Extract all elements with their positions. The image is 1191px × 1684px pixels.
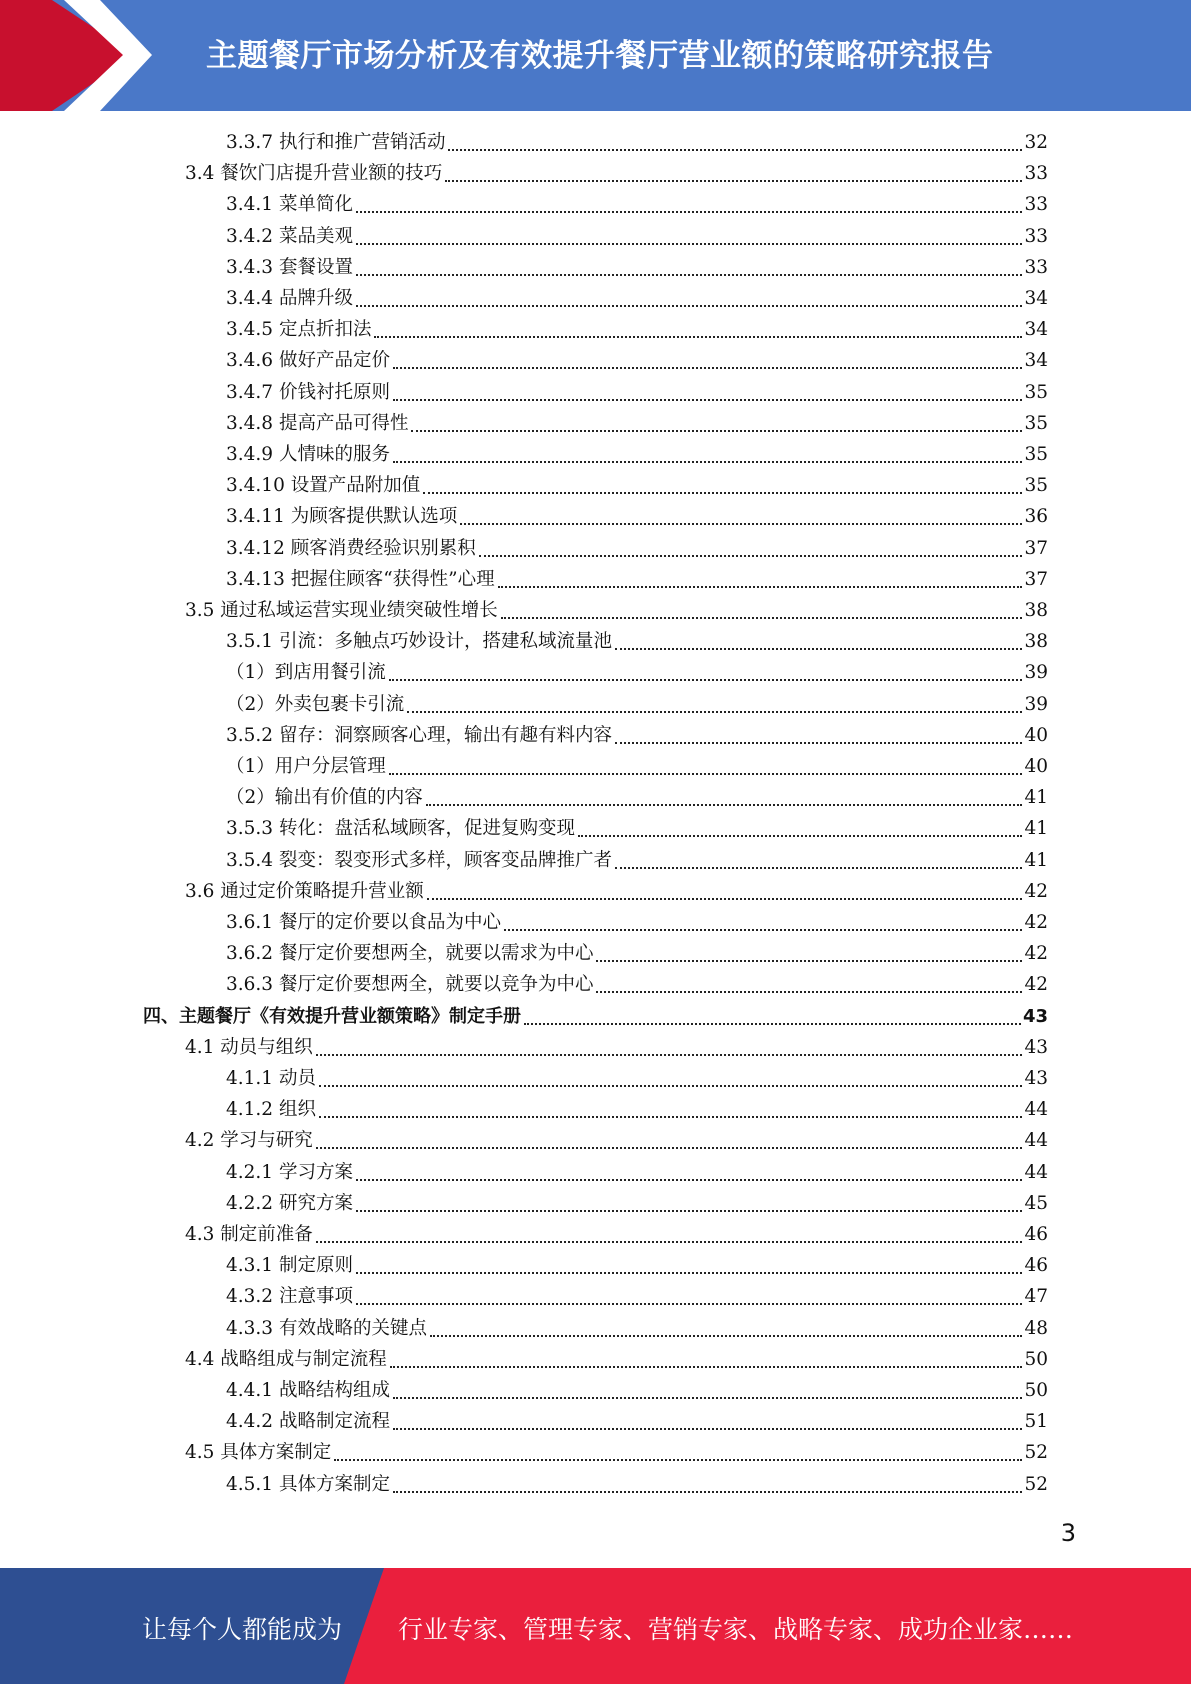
toc-entry-label: 4.3.3 有效战略的关键点 bbox=[226, 1317, 427, 1339]
toc-entry-page: 41 bbox=[1024, 818, 1048, 840]
toc-entry-label: 4.3.2 注意事项 bbox=[226, 1286, 353, 1308]
toc-entry-label: 3.6 通过定价策略提升营业额 bbox=[185, 880, 424, 902]
toc-entry[interactable] bbox=[226, 1407, 1048, 1437]
toc-leader-dots bbox=[389, 773, 1023, 775]
toc-entry[interactable] bbox=[185, 596, 1048, 626]
toc-entry-label: 3.4.6 做好产品定价 bbox=[226, 350, 390, 372]
toc-leader-dots bbox=[448, 149, 1022, 151]
toc-entry-page: 34 bbox=[1024, 288, 1048, 309]
toc-entry-page: 35 bbox=[1024, 381, 1048, 403]
toc-entry-label: 3.4.1 菜单简化 bbox=[226, 194, 353, 216]
toc-entry-page: 44 bbox=[1024, 1130, 1048, 1152]
toc-entry-label: 4.4.1 战略结构组成 bbox=[226, 1380, 390, 1401]
toc-entry[interactable] bbox=[226, 814, 1048, 844]
toc-leader-dots bbox=[356, 1272, 1023, 1274]
page-number: 3 bbox=[1060, 1519, 1076, 1547]
toc-entry[interactable] bbox=[226, 253, 1048, 283]
toc-entry-label: 3.5 通过私域运营实现业绩突破性增长 bbox=[185, 600, 498, 621]
toc-entry-page: 35 bbox=[1024, 412, 1048, 434]
toc-entry-label: 3.3.7 执行和推广营销活动 bbox=[226, 132, 446, 153]
toc-entry-page: 41 bbox=[1024, 849, 1048, 871]
toc-entry-page: 42 bbox=[1024, 943, 1048, 965]
toc-entry-page: 45 bbox=[1024, 1192, 1048, 1214]
toc-entry-page: 41 bbox=[1024, 787, 1048, 809]
toc-entry-label: （2）外卖包裹卡引流 bbox=[226, 693, 405, 715]
toc-leader-dots bbox=[316, 1054, 1023, 1056]
toc-entry[interactable] bbox=[226, 1064, 1048, 1094]
toc-entry-page: 33 bbox=[1024, 194, 1048, 216]
toc-leader-dots bbox=[498, 586, 1023, 588]
footer-slogan-right: 行业专家、管理专家、营销专家、战略专家、成功企业家…… bbox=[398, 1615, 1074, 1644]
toc-entry-label: 4.3.1 制定原则 bbox=[226, 1255, 353, 1277]
toc-leader-dots bbox=[356, 243, 1023, 245]
toc-leader-dots bbox=[411, 430, 1022, 432]
toc-entry[interactable] bbox=[226, 471, 1048, 501]
toc-entry[interactable] bbox=[226, 846, 1048, 876]
toc-leader-dots bbox=[393, 1397, 1022, 1399]
toc-leader-dots bbox=[356, 1179, 1023, 1181]
toc-leader-dots bbox=[393, 1491, 1022, 1493]
toc-entry-page: 36 bbox=[1024, 506, 1048, 528]
toc-entry-label: 3.4.11 为顾客提供默认选项 bbox=[226, 506, 458, 528]
toc-entry[interactable] bbox=[226, 1158, 1048, 1188]
toc-entry-page: 35 bbox=[1024, 444, 1048, 465]
toc-leader-dots bbox=[356, 305, 1023, 307]
toc-entry[interactable] bbox=[226, 1470, 1048, 1500]
toc-entry[interactable] bbox=[226, 565, 1048, 595]
toc-leader-dots bbox=[445, 180, 1022, 182]
toc-entry[interactable] bbox=[226, 1282, 1048, 1312]
toc-entry-page: 51 bbox=[1024, 1411, 1048, 1433]
toc-entry-page: 33 bbox=[1024, 225, 1048, 247]
toc-leader-dots bbox=[356, 1210, 1023, 1212]
toc-entry-label: 4.1.2 组织 bbox=[226, 1099, 316, 1121]
toc-entry[interactable] bbox=[226, 1095, 1048, 1125]
toc-entry-page: 43 bbox=[1022, 1005, 1048, 1027]
toc-entry-page: 33 bbox=[1024, 163, 1048, 185]
toc-leader-dots bbox=[615, 742, 1022, 744]
toc-entry-label: 3.4.3 套餐设置 bbox=[226, 256, 353, 278]
toc-entry[interactable] bbox=[185, 159, 1048, 189]
toc-entry-label: 3.4.10 设置产品附加值 bbox=[226, 475, 421, 497]
toc-entry[interactable] bbox=[226, 783, 1048, 813]
toc-entry[interactable] bbox=[226, 658, 1048, 688]
toc-entry[interactable] bbox=[226, 1189, 1048, 1219]
toc-entry-page: 38 bbox=[1024, 631, 1048, 653]
toc-entry-label: 3.4.7 价钱衬托原则 bbox=[226, 381, 390, 403]
toc-leader-dots bbox=[460, 523, 1022, 525]
toc-entry-label: 3.4.8 提高产品可得性 bbox=[226, 412, 409, 434]
toc-entry-page: 52 bbox=[1024, 1442, 1048, 1464]
toc-leader-dots bbox=[390, 1366, 1023, 1368]
toc-entry-label: 4.4.2 战略制定流程 bbox=[226, 1411, 390, 1433]
toc-leader-dots bbox=[316, 1147, 1023, 1149]
toc-entry-page: 47 bbox=[1024, 1286, 1048, 1308]
toc-entry-label: （2）输出有价值的内容 bbox=[226, 787, 423, 809]
toc-leader-dots bbox=[393, 399, 1022, 401]
page-footer bbox=[0, 1568, 1191, 1684]
toc-entry[interactable] bbox=[226, 690, 1048, 720]
toc-entry[interactable] bbox=[226, 1314, 1048, 1344]
toc-entry[interactable] bbox=[185, 1126, 1048, 1156]
toc-entry[interactable] bbox=[226, 315, 1048, 345]
toc-entry-page: 39 bbox=[1024, 662, 1048, 684]
toc-leader-dots bbox=[356, 274, 1023, 276]
toc-leader-dots bbox=[389, 679, 1023, 681]
toc-leader-dots bbox=[356, 1303, 1023, 1305]
document-title: 主题餐厅市场分析及有效提升餐厅营业额的策略研究报告 bbox=[206, 38, 994, 74]
toc-entry-label: 3.6.3 餐厅定价要想两全，就要以竞争为中心 bbox=[226, 974, 594, 996]
toc-entry[interactable] bbox=[226, 128, 1048, 158]
toc-entry[interactable] bbox=[185, 877, 1048, 907]
toc-entry-label: 4.2.1 学习方案 bbox=[226, 1161, 353, 1183]
toc-leader-dots bbox=[374, 336, 1022, 338]
toc-entry-page: 37 bbox=[1024, 537, 1048, 559]
toc-leader-dots bbox=[319, 1116, 1023, 1118]
toc-entry-label: 3.4.4 品牌升级 bbox=[226, 288, 353, 309]
toc-leader-dots bbox=[504, 929, 1022, 931]
toc-entry-label: 3.5.3 转化：盘活私域顾客，促进复购变现 bbox=[226, 818, 575, 840]
toc-entry-label: 3.4.9 人情味的服务 bbox=[226, 444, 390, 465]
toc-entry-page: 50 bbox=[1024, 1380, 1048, 1401]
toc-leader-dots bbox=[423, 492, 1022, 494]
toc-entry-page: 43 bbox=[1024, 1068, 1048, 1089]
toc-leader-dots bbox=[596, 960, 1022, 962]
toc-entry[interactable] bbox=[185, 1345, 1048, 1375]
toc-leader-dots bbox=[427, 898, 1023, 900]
toc-entry-label: 4.2 学习与研究 bbox=[185, 1130, 313, 1152]
toc-leader-dots bbox=[393, 367, 1022, 369]
toc-leader-dots bbox=[501, 617, 1023, 619]
toc-entry[interactable] bbox=[226, 908, 1048, 938]
toc-entry-page: 46 bbox=[1024, 1224, 1048, 1245]
toc-entry-page: 44 bbox=[1024, 1161, 1048, 1183]
toc-entry[interactable] bbox=[185, 1033, 1048, 1063]
toc-entry-page: 34 bbox=[1024, 319, 1048, 341]
toc-entry-label: 3.4.12 顾客消费经验识别累积 bbox=[226, 537, 476, 559]
toc-entry-page: 38 bbox=[1024, 600, 1048, 621]
toc-entry[interactable] bbox=[185, 1438, 1048, 1468]
toc-entry-page: 35 bbox=[1024, 475, 1048, 497]
toc-leader-dots bbox=[319, 1085, 1023, 1087]
toc-entry[interactable] bbox=[226, 970, 1048, 1000]
toc-entry[interactable] bbox=[226, 752, 1048, 782]
toc-leader-dots bbox=[356, 211, 1023, 213]
toc-entry-label: （1）用户分层管理 bbox=[226, 756, 386, 777]
toc-entry-label: 4.2.2 研究方案 bbox=[226, 1192, 353, 1214]
toc-entry[interactable] bbox=[226, 939, 1048, 969]
toc-entry-page: 43 bbox=[1024, 1036, 1048, 1058]
toc-entry[interactable] bbox=[226, 409, 1048, 439]
toc-entry-label: 3.4.5 定点折扣法 bbox=[226, 319, 372, 341]
toc-entry[interactable] bbox=[226, 440, 1048, 470]
footer-slogan-left: 让每个人都能成为 bbox=[142, 1615, 343, 1644]
toc-entry-label: 3.4.2 菜品美观 bbox=[226, 225, 353, 247]
toc-entry[interactable] bbox=[226, 721, 1048, 751]
toc-leader-dots bbox=[524, 1023, 1021, 1025]
toc-leader-dots bbox=[430, 1335, 1022, 1337]
toc-leader-dots bbox=[479, 555, 1023, 557]
toc-entry[interactable] bbox=[226, 222, 1048, 252]
toc-entry[interactable] bbox=[226, 1376, 1048, 1406]
toc-leader-dots bbox=[393, 461, 1022, 463]
toc-leader-dots bbox=[615, 648, 1022, 650]
toc-entry[interactable] bbox=[226, 284, 1048, 314]
toc-entry-label: 4.5 具体方案制定 bbox=[185, 1442, 332, 1464]
toc-entry[interactable] bbox=[226, 502, 1048, 532]
toc-entry-label: 3.5.2 留存：洞察顾客心理，输出有趣有料内容 bbox=[226, 724, 612, 746]
toc-entry-label: 4.5.1 具体方案制定 bbox=[226, 1473, 390, 1495]
toc-entry-page: 33 bbox=[1024, 256, 1048, 278]
toc-entry-label: 3.6.1 餐厅的定价要以食品为中心 bbox=[226, 912, 501, 933]
toc-entry-page: 50 bbox=[1024, 1348, 1048, 1370]
toc-entry-page: 42 bbox=[1024, 912, 1048, 933]
toc-leader-dots bbox=[596, 991, 1022, 993]
toc-leader-dots bbox=[334, 1459, 1022, 1461]
toc-leader-dots bbox=[426, 804, 1023, 806]
toc-entry-label: 4.3 制定前准备 bbox=[185, 1224, 313, 1245]
toc-leader-dots bbox=[578, 835, 1022, 837]
toc-entry-label: 3.5.1 引流：多触点巧妙设计，搭建私域流量池 bbox=[226, 631, 612, 653]
toc-entry-label: 4.1.1 动员 bbox=[226, 1068, 316, 1089]
toc-entry[interactable] bbox=[185, 1220, 1048, 1250]
toc-entry-page: 39 bbox=[1024, 693, 1048, 715]
toc-entry-label: （1）到店用餐引流 bbox=[226, 662, 386, 684]
toc-entry[interactable] bbox=[226, 1251, 1048, 1281]
toc-leader-dots bbox=[615, 867, 1022, 869]
toc-entry[interactable] bbox=[226, 627, 1048, 657]
toc-entry[interactable] bbox=[226, 346, 1048, 376]
toc-entry-page: 34 bbox=[1024, 350, 1048, 372]
toc-entry-label: 3.5.4 裂变：裂变形式多样，顾客变品牌推广者 bbox=[226, 849, 612, 871]
toc-entry[interactable] bbox=[226, 378, 1048, 408]
toc-entry-label: 3.4.13 把握住顾客“获得性”心理 bbox=[226, 568, 495, 590]
page-header bbox=[0, 0, 1191, 111]
toc-entry-label: 4.4 战略组成与制定流程 bbox=[185, 1348, 387, 1370]
toc-entry-page: 48 bbox=[1024, 1317, 1048, 1339]
toc-entry-label: 4.1 动员与组织 bbox=[185, 1036, 313, 1058]
toc-entry[interactable] bbox=[226, 190, 1048, 220]
toc-entry-page: 40 bbox=[1024, 756, 1048, 777]
toc-entry-label: 四、主题餐厅《有效提升营业额策略》制定手册 bbox=[143, 1005, 521, 1027]
toc-entry[interactable] bbox=[143, 1002, 1048, 1032]
toc-entry-page: 42 bbox=[1024, 974, 1048, 996]
toc-entry-label: 3.6.2 餐厅定价要想两全，就要以需求为中心 bbox=[226, 943, 594, 965]
toc-leader-dots bbox=[316, 1241, 1023, 1243]
toc-entry-page: 46 bbox=[1024, 1255, 1048, 1277]
toc-entry-page: 40 bbox=[1024, 724, 1048, 746]
toc-entry-page: 37 bbox=[1024, 568, 1048, 590]
toc-entry-page: 32 bbox=[1024, 132, 1048, 153]
toc-entry[interactable] bbox=[226, 534, 1048, 564]
toc-entry-page: 42 bbox=[1024, 880, 1048, 902]
toc-entry-page: 44 bbox=[1024, 1099, 1048, 1121]
toc-entry-label: 3.4 餐饮门店提升营业额的技巧 bbox=[185, 163, 443, 185]
toc-leader-dots bbox=[393, 1428, 1022, 1430]
toc-entry-page: 52 bbox=[1024, 1473, 1048, 1495]
toc-leader-dots bbox=[407, 711, 1022, 713]
